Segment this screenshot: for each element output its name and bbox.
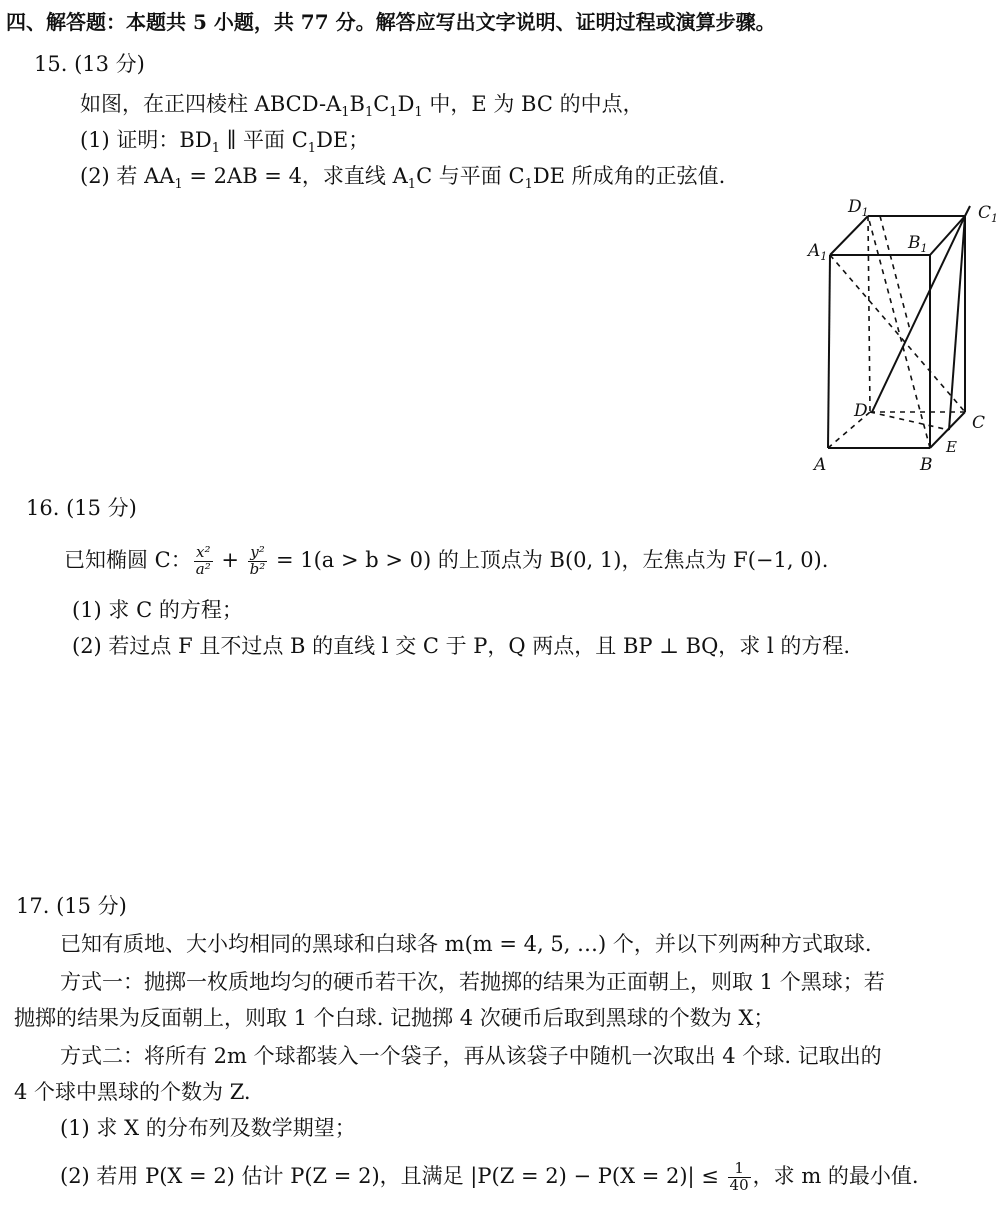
- q17-line3: 抛掷的结果为反面朝上，则取 1 个白球. 记抛掷 4 次硬币后取到黑球的个数为 X；: [14, 1006, 775, 1030]
- q17-part1: (1) 求 X 的分布列及数学期望；: [60, 1116, 356, 1140]
- prism-figure: [800, 190, 1000, 480]
- hidden-diag-extra: [880, 216, 910, 330]
- edge-B1-C1: [930, 216, 965, 255]
- q17-number: 17. (15 分): [16, 894, 127, 918]
- q16-part1: (1) 求 C 的方程；: [72, 598, 243, 622]
- q15-part2: (2) 若 $AA_1 = 2AB = 4$，求直线 $A_1C$ 与平面 $C_1DE$ 所成角的正弦值.: [80, 164, 726, 193]
- section-heading: 四、解答题：本题共 5 小题，共 77 分。解答应写出文字说明、证明过程或演算步骤。: [6, 10, 776, 34]
- fraction-1-40: $\frac{1}{40}$: [729, 1159, 749, 1194]
- q17-line1: 已知有质地、大小均相同的黑球和白球各 m(m = 4, 5, …) 个，并以下列两种方式取球.: [60, 932, 872, 956]
- label-C: C: [972, 413, 986, 433]
- fraction-y2-b2: $\frac{\text{y²}}{\text{b²}}$: [249, 543, 266, 578]
- label-A1: $A_1$: [808, 241, 828, 263]
- q16-stem: 已知椭圆 C： $\frac{\text{x²}}{\text{a²}}$ + $\frac{\text{y²}}{\text{b²}}$ = 1(a > b > 0) 的上顶点为 B(0, 1)，左焦点为 F(−1, 0).: [64, 543, 829, 578]
- q15-number: 15. (13 分): [34, 52, 145, 76]
- q17-line2: 方式一：抛掷一枚质地均匀的硬币若干次，若抛掷的结果为正面朝上，则取 1 个黑球；若: [60, 970, 885, 994]
- label-C1: $C_1$: [978, 203, 999, 225]
- q17-line5: 4 个球中黑球的个数为 Z.: [14, 1080, 251, 1104]
- label-B: B: [920, 455, 933, 475]
- q15-part1: (1) 证明：$BD_1$ ∥ 平面 $C_1DE$；: [80, 128, 370, 157]
- q15-stem: 如图，在正四棱柱 ABCD-$A_1B_1C_1D_1$ 中，E 为 BC 的中点，: [80, 92, 644, 121]
- hidden-D-E: [870, 412, 949, 430]
- edge-C1-E: [949, 216, 965, 430]
- label-A: A: [814, 455, 827, 475]
- edge-A-A1: [828, 255, 830, 448]
- q17-line4: 方式二：将所有 2m 个球都装入一个袋子，再从该袋子中随机一次取出 4 个球. 记取出的: [60, 1044, 882, 1068]
- edge-C1-mark: [965, 206, 970, 216]
- hidden-D-D1: [868, 216, 870, 412]
- label-E: E: [946, 438, 957, 456]
- label-D1: $D_1$: [848, 197, 869, 219]
- label-D: D: [854, 401, 868, 421]
- label-B1: $B_1$: [908, 233, 928, 255]
- fraction-x2-a2: $\frac{\text{x²}}{\text{a²}}$: [195, 543, 211, 578]
- q16-number: 16. (15 分): [26, 496, 137, 520]
- q17-part2: (2) 若用 P(X = 2) 估计 P(Z = 2)，且满足 |P(Z = 2) − P(X = 2)| ≤ $\frac{1}{40}$ ，求 m 的最小值.: [60, 1159, 919, 1194]
- hidden-A1-C: [830, 255, 965, 412]
- q16-part2: (2) 若过点 F 且不过点 B 的直线 l 交 C 于 P，Q 两点，且 BP ⊥ BQ，求 l 的方程.: [72, 634, 851, 658]
- edge-A1-D1: [830, 216, 868, 255]
